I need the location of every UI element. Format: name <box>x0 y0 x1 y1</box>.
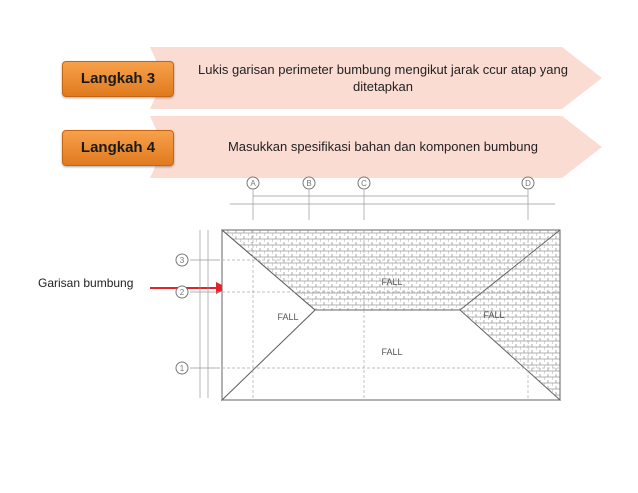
step-4-text: Masukkan spesifikasi bahan dan komponen bumbung <box>227 139 539 154</box>
grid-bubbles-top <box>247 177 534 189</box>
fall-label-bottom: FALL <box>381 347 403 357</box>
roof-line-label: Garisan bumbung <box>38 276 134 290</box>
fall-label-right: FALL <box>483 310 505 320</box>
grid-label-1: 1 <box>179 364 185 373</box>
fall-label-top: FALL <box>381 277 403 287</box>
grid-label-d: D <box>525 179 531 188</box>
dimension-lines-left <box>190 230 220 398</box>
step-3-text: Lukis garisan perimeter bumbung mengikut jarak ccur atap yang ditetapkan <box>198 62 568 94</box>
dimension-lines-top <box>230 190 555 220</box>
step-4-badge: Langkah 4 <box>62 130 174 166</box>
grid-label-b: B <box>306 179 312 188</box>
fall-label-left: FALL <box>277 312 299 322</box>
step-3-badge: Langkah 3 <box>62 61 174 97</box>
grid-label-a: A <box>250 179 256 188</box>
grid-label-3: 3 <box>179 256 185 265</box>
grid-bubbles-left <box>176 254 188 374</box>
roof-plan-drawing <box>160 170 580 410</box>
grid-label-c: C <box>361 179 367 188</box>
grid-label-2: 2 <box>179 288 185 297</box>
